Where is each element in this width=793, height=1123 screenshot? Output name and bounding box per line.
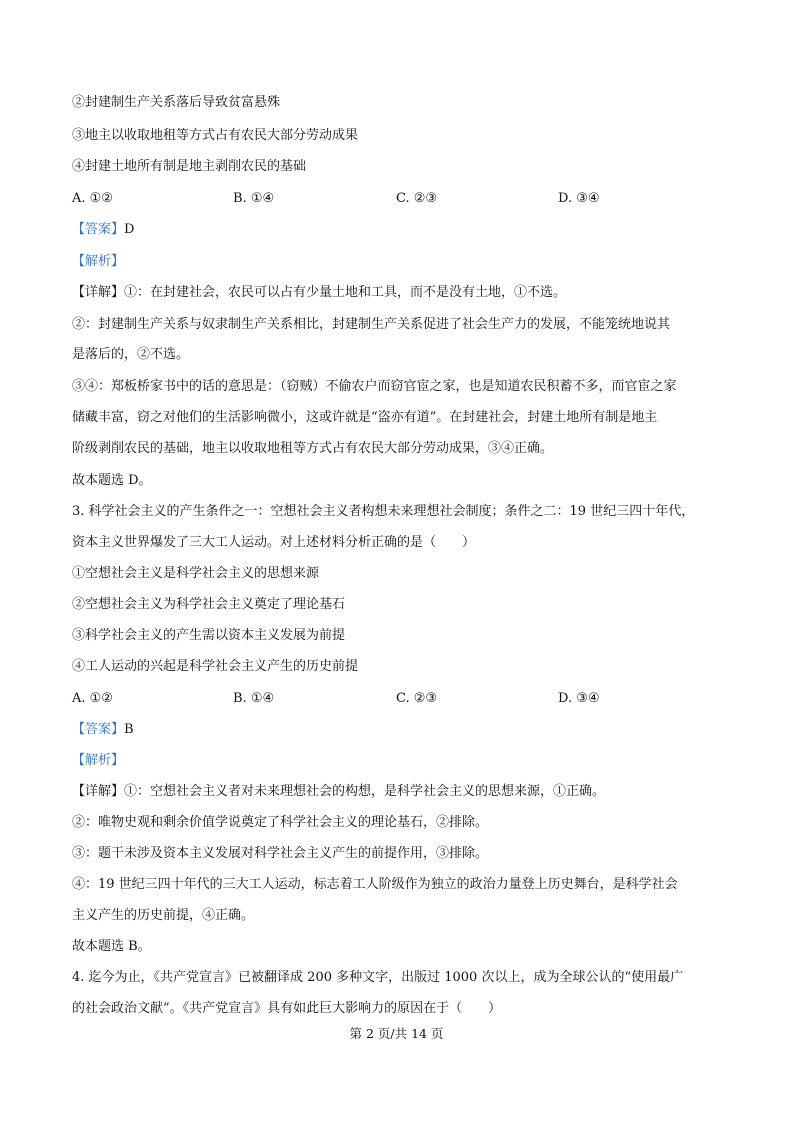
q2-analysis-tag [72, 252, 124, 272]
q3-detail-4a: ④：19 世纪三四十年代的三大工人运动，标志着工人阶级作为独立的政治力量登上历史舞台，是科学社会 [72, 877, 678, 892]
q2-option-d: D. ③④ [558, 191, 600, 206]
q3-conclusion: 故本题选 B。 [72, 939, 151, 954]
q2-option-a: A. ①② [72, 191, 113, 206]
answer-tag: 【答案】 [72, 722, 125, 737]
q3-item-4: ④工人运动的兴起是科学社会主义产生的历史前提 [72, 659, 359, 674]
q2-option-c: C. ②③ [396, 191, 438, 206]
q3-item-3: ③科学社会主义的产生需以资本主义发展为前提 [72, 628, 346, 643]
answer-value: D [124, 222, 135, 237]
analysis-tag: 【解析】 [72, 753, 125, 768]
page-footer: 第 2 页/共 14 页 [349, 1026, 444, 1041]
q3-option-c: C. ②③ [396, 691, 438, 706]
analysis-tag: 【解析】 [72, 254, 125, 269]
q2-detail-3a: ③④：郑板桥家书中的话的意思是：（窃贼）不偷农户而窃官宦之家，也是知道农民积蓄不多，而官宦之家 [72, 379, 677, 394]
q2-detail-2a: ②：封建制生产关系与奴隶制生产关系相比，封建制生产关系促进了社会生产力的发展，不能笼统地说其 [72, 317, 671, 332]
q3-option-a: A. ①② [72, 691, 113, 706]
q4-stem-line-2: 的社会政治文献”。《共产党宣言》具有如此巨大影响力的原因在于（ ） [72, 1001, 502, 1016]
answer-value: B [124, 722, 134, 737]
q2-item-4: ④封建土地所有制是地主剥削农民的基础 [72, 159, 307, 174]
q2-detail-2b: 是落后的，②不选。 [72, 347, 190, 362]
q3-detail-1 [72, 782, 605, 802]
q2-conclusion: 故本题选 D。 [72, 473, 152, 488]
q3-option-b: B. ①④ [233, 691, 275, 706]
q2-item-2: ②封建制生产关系落后导致贫富悬殊 [72, 95, 281, 110]
q3-stem-line-2: 资本主义世界爆发了三大工人运动。对上述材料分析正确的是（ ） [72, 535, 476, 550]
q2-answer [72, 220, 134, 240]
detail-text: ①：在封建社会，农民可以占有少量土地和工具，而不是没有土地，①不选。 [124, 285, 567, 300]
detail-text: ①：空想社会主义者对未来理想社会的构想，是科学社会主义的思想来源，①正确。 [124, 784, 606, 799]
q4-stem-line-1: 4. 迄今为止，《共产党宣言》已被翻译成 200 多种文字，出版过 1000 次以上，成为全球公认的“使用最广 [72, 970, 684, 985]
q3-detail-3: ③：题干未涉及资本主义发展对科学社会主义产生的前提作用，③排除。 [72, 846, 489, 861]
q3-answer [72, 720, 134, 740]
q2-detail-3c: 阶级剥削农民的基础，地主以收取地租等方式占有农民大部分劳动成果，③④正确。 [72, 441, 554, 456]
answer-tag: 【答案】 [72, 222, 125, 237]
q3-detail-4b: 主义产生的历史前提，④正确。 [72, 908, 255, 923]
q2-detail-3b: 储藏丰富，窃之对他们的生活影响微小，这或许就是“盗亦有道”。在封建社会，封建土地所有制是地主 [72, 410, 658, 425]
q3-analysis-tag [72, 751, 124, 771]
q3-item-1: ①空想社会主义是科学社会主义的思想来源 [72, 566, 320, 581]
q2-option-b: B. ①④ [233, 191, 275, 206]
q3-stem-line-1: 3. 科学社会主义的产生条件之一：空想社会主义者构想未来理想社会制度；条件之二：19 世纪三四十年代， [72, 504, 695, 519]
q3-option-d: D. ③④ [558, 691, 600, 706]
q3-item-2: ②空想社会主义为科学社会主义奠定了理论基石 [72, 597, 346, 612]
detail-tag: 【详解】 [72, 285, 125, 300]
q2-detail-1 [72, 283, 566, 303]
q2-item-3: ③地主以收取地租等方式占有农民大部分劳动成果 [72, 128, 359, 143]
detail-tag: 【详解】 [72, 784, 125, 799]
q3-detail-2: ②：唯物史观和剩余价值学说奠定了科学社会主义的理论基石，②排除。 [72, 815, 489, 830]
